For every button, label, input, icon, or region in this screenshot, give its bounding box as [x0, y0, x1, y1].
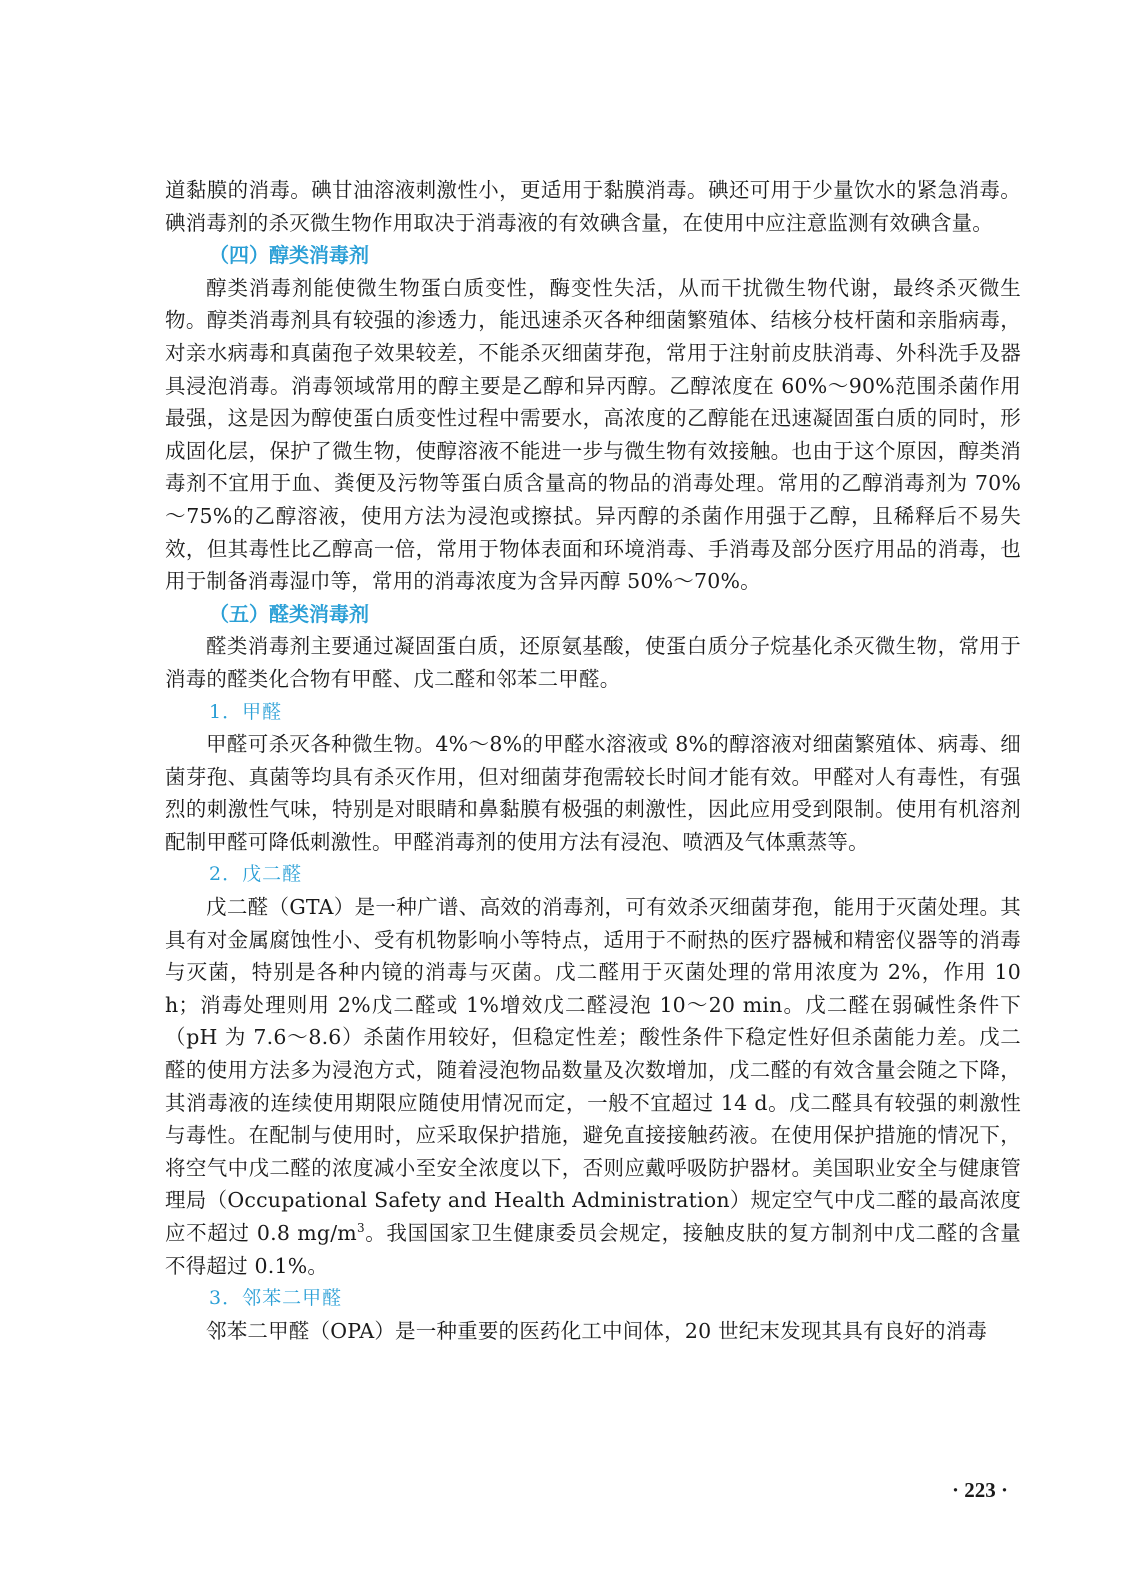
paragraph-formaldehyde: 甲醛可杀灭各种微生物。4%～8%的甲醛水溶液或 8%的醇溶液对细菌繁殖体、病毒、细菌芽孢、真菌等均具有杀灭作用，但对细菌芽孢需较长时间才能有效。甲醛对人有毒性，有强烈的刺激性气味，特别是对眼睛和鼻黏膜有极强的刺激性，因此应用受到限制。使用有机溶剂配制甲醛可降低刺激性。甲醛消毒剂的使用方法有浸泡、喷洒及气体熏蒸等。: [165, 732, 1021, 854]
glutaraldehyde-text-b: 。我国国家卫生健康委员会规定，接触皮肤的复方制剂中戊二醛的含量不得超过 0.1%。: [165, 1221, 1021, 1278]
paragraph-opa: 邻苯二甲醛（OPA）是一种重要的医药化工中间体，20 世纪末发现其具有良好的消毒: [206, 1318, 988, 1343]
heading-aldehyde-disinfectants: （五）醛类消毒剂: [209, 601, 369, 626]
page-number: · 223 ·: [952, 1478, 1009, 1502]
subheading-formaldehyde: 1．甲醛: [209, 700, 283, 723]
superscript-cubed: 3: [356, 1221, 365, 1236]
subheading-glutaraldehyde: 2．戊二醛: [209, 863, 303, 886]
paragraph-aldehyde-intro: 醛类消毒剂主要通过凝固蛋白质，还原氨基酸，使蛋白质分子烷基化杀灭微生物，常用于消毒的醛类化合物有甲醛、戊二醛和邻苯二甲醛。: [165, 634, 1021, 691]
paragraph-iodine-end: 道黏膜的消毒。碘甘油溶液刺激性小，更适用于黏膜消毒。碘还可用于少量饮水的紧急消毒。碘消毒剂的杀灭微生物作用取决于消毒液的有效碘含量，在使用中应注意监测有效碘含量。: [165, 178, 1021, 235]
glutaraldehyde-text-a: 戊二醛（GTA）是一种广谱、高效的消毒剂，可有效杀灭细菌芽孢，能用于灭菌处理。其具有对金属腐蚀性小、受有机物影响小等特点，适用于不耐热的医疗器械和精密仪器等的消毒与灭菌，特别是各种内镜的消毒与灭菌。戊二醛用于灭菌处理的常用浓度为 2%，作用 10 h；消毒处理则用 2%戊二醛或 1%增效戊二醛浸泡 10～20 min。戊二醛在弱碱性条件下（pH 为 7.6～8.6）杀菌作用较好，但稳定性差；酸性条件下稳定性好但杀菌能力差。戊二醛的使用方法多为浸泡方式，随着浸泡物品数量及次数增加，戊二醛的有效含量会随之下降，其消毒液的连续使用期限应随使用情况而定，一般不宜超过 14 d。戊二醛具有较强的刺激性与毒性。在配制与使用时，应采取保护措施，避免直接接触药液。在使用保护措施的情况下，将空气中戊二醛的浓度减小至安全浓度以下，否则应戴呼吸防护器材。美国职业安全与健康管理局（Occupational Safety and Health Administration）规定空气中戊二醛的最高浓度应不超过 0.8 mg/m: [165, 895, 1021, 1245]
paragraph-alcohol: 醇类消毒剂能使微生物蛋白质变性，酶变性失活，从而干扰微生物代谢，最终杀灭微生物。醇类消毒剂具有较强的渗透力，能迅速杀灭各种细菌繁殖体、结核分枝杆菌和亲脂病毒，对亲水病毒和真菌孢子效果较差，不能杀灭细菌芽孢，常用于注射前皮肤消毒、外科洗手及器具浸泡消毒。消毒领域常用的醇主要是乙醇和异丙醇。乙醇浓度在 60%～90%范围杀菌作用最强，这是因为醇使蛋白质变性过程中需要水，高浓度的乙醇能在迅速凝固蛋白质的同时，形成固化层，保护了微生物，使醇溶液不能进一步与微生物有效接触。也由于这个原因，醇类消毒剂不宜用于血、粪便及污物等蛋白质含量高的物品的消毒处理。常用的乙醇消毒剂为 70%～75%的乙醇溶液，使用方法为浸泡或擦拭。异丙醇的杀菌作用强于乙醇，且稀释后不易失效，但其毒性比乙醇高一倍，常用于物体表面和环境消毒、手消毒及部分医疗用品的消毒，也用于制备消毒湿巾等，常用的消毒浓度为含异丙醇 50%～70%。: [165, 275, 1021, 594]
paragraph-glutaraldehyde: [165, 891, 1021, 1282]
page-body: [165, 174, 1021, 1347]
heading-alcohol-disinfectants: （四）醇类消毒剂: [209, 243, 369, 268]
subheading-opa: 3．邻苯二甲醛: [209, 1287, 343, 1310]
